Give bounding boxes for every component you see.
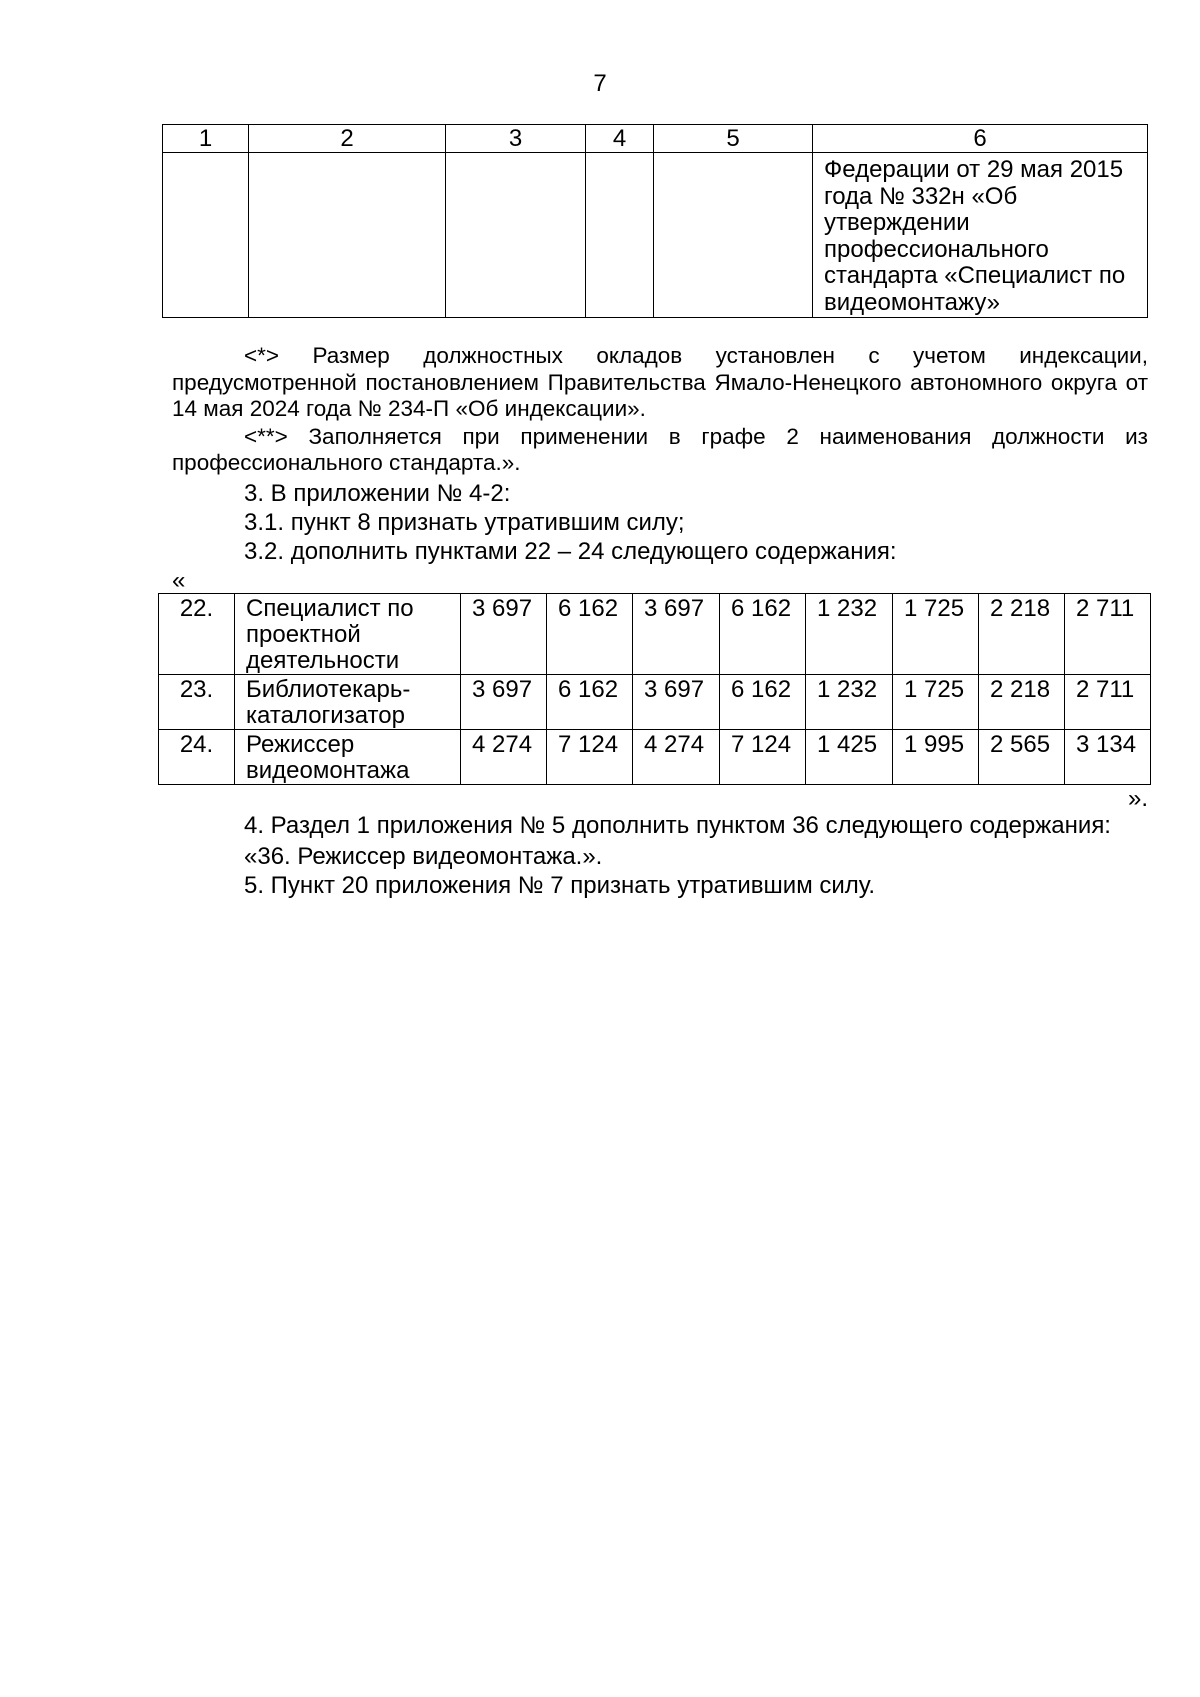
table-row — [159, 675, 1151, 730]
salary-value: 2 565 — [979, 730, 1065, 785]
salary-value: 1 725 — [893, 594, 979, 675]
salary-value: 2 711 — [1065, 594, 1151, 675]
table-cell — [163, 153, 249, 318]
continuation-table — [162, 124, 1148, 318]
table-header-row — [163, 125, 1148, 153]
salary-value: 1 232 — [806, 675, 893, 730]
salary-value: 1 232 — [806, 594, 893, 675]
salary-value: 6 162 — [547, 594, 633, 675]
item-4-quote: «36. Режиссер видеомонтажа.». — [244, 843, 603, 870]
column-header: 5 — [654, 125, 813, 153]
item-4: 4. Раздел 1 приложения № 5 дополнить пунктом 36 следующего содержания: — [244, 812, 1111, 839]
row-number: 24. — [159, 730, 235, 785]
item-3: 3. В приложении № 4-2: — [244, 479, 511, 507]
salary-value: 2 218 — [979, 594, 1065, 675]
item-3-2: 3.2. дополнить пунктами 22 – 24 следующего содержания: — [244, 537, 897, 565]
position-name: Библиотекарь-каталогизатор — [235, 675, 461, 730]
salary-value: 3 697 — [461, 594, 547, 675]
footnote-2: <**> Заполняется при применении в графе 2 наименования должности из профессионального стандарта.». — [172, 423, 1148, 475]
salary-value: 7 124 — [720, 730, 806, 785]
footnote-1: <*> Размер должностных окладов установлен с учетом индексации, предусмотренной постановлением Правительства Ямало-Ненецкого автономного округа от 14 мая 2024 года № 234-П «Об индексации». — [172, 343, 1148, 421]
salary-value: 3 697 — [461, 675, 547, 730]
salary-value: 3 697 — [633, 675, 720, 730]
table-cell-basis: Федерации от 29 мая 2015 года № 332н «Об утверждении профессионального стандарта «Специалист по видеомонтажу» — [813, 153, 1148, 318]
column-header: 2 — [249, 125, 446, 153]
column-header: 6 — [813, 125, 1148, 153]
salary-value: 1 995 — [893, 730, 979, 785]
row-number: 22. — [159, 594, 235, 675]
salary-value: 4 274 — [633, 730, 720, 785]
salary-value: 3 697 — [633, 594, 720, 675]
salary-value: 4 274 — [461, 730, 547, 785]
salary-value: 7 124 — [547, 730, 633, 785]
salary-value: 3 134 — [1065, 730, 1151, 785]
table-cell — [249, 153, 446, 318]
quote-open-mark: « — [172, 567, 186, 594]
column-header: 3 — [446, 125, 586, 153]
position-name: Специалист по проектной деятельности — [235, 594, 461, 675]
table-cell — [586, 153, 654, 318]
salary-value: 6 162 — [720, 675, 806, 730]
position-name: Режиссер видеомонтажа — [235, 730, 461, 785]
items-block — [172, 812, 1148, 900]
item-5: 5. Пункт 20 приложения № 7 признать утратившим силу. — [244, 872, 876, 899]
posts-table — [158, 593, 1151, 785]
column-header: 4 — [586, 125, 654, 153]
table-row — [159, 730, 1151, 785]
quote-close-mark: ». — [1127, 785, 1148, 812]
table-row — [159, 594, 1151, 675]
salary-value: 6 162 — [547, 675, 633, 730]
notes-block — [172, 343, 1148, 566]
table-cell — [446, 153, 586, 318]
row-number: 23. — [159, 675, 235, 730]
salary-value: 2 711 — [1065, 675, 1151, 730]
column-header: 1 — [163, 125, 249, 153]
item-3-1: 3.1. пункт 8 признать утратившим силу; — [244, 508, 685, 536]
table-cell — [654, 153, 813, 318]
salary-value: 6 162 — [720, 594, 806, 675]
salary-value: 1 725 — [893, 675, 979, 730]
table-row — [163, 153, 1148, 318]
salary-value: 2 218 — [979, 675, 1065, 730]
salary-value: 1 425 — [806, 730, 893, 785]
page-number: 7 — [593, 70, 607, 97]
